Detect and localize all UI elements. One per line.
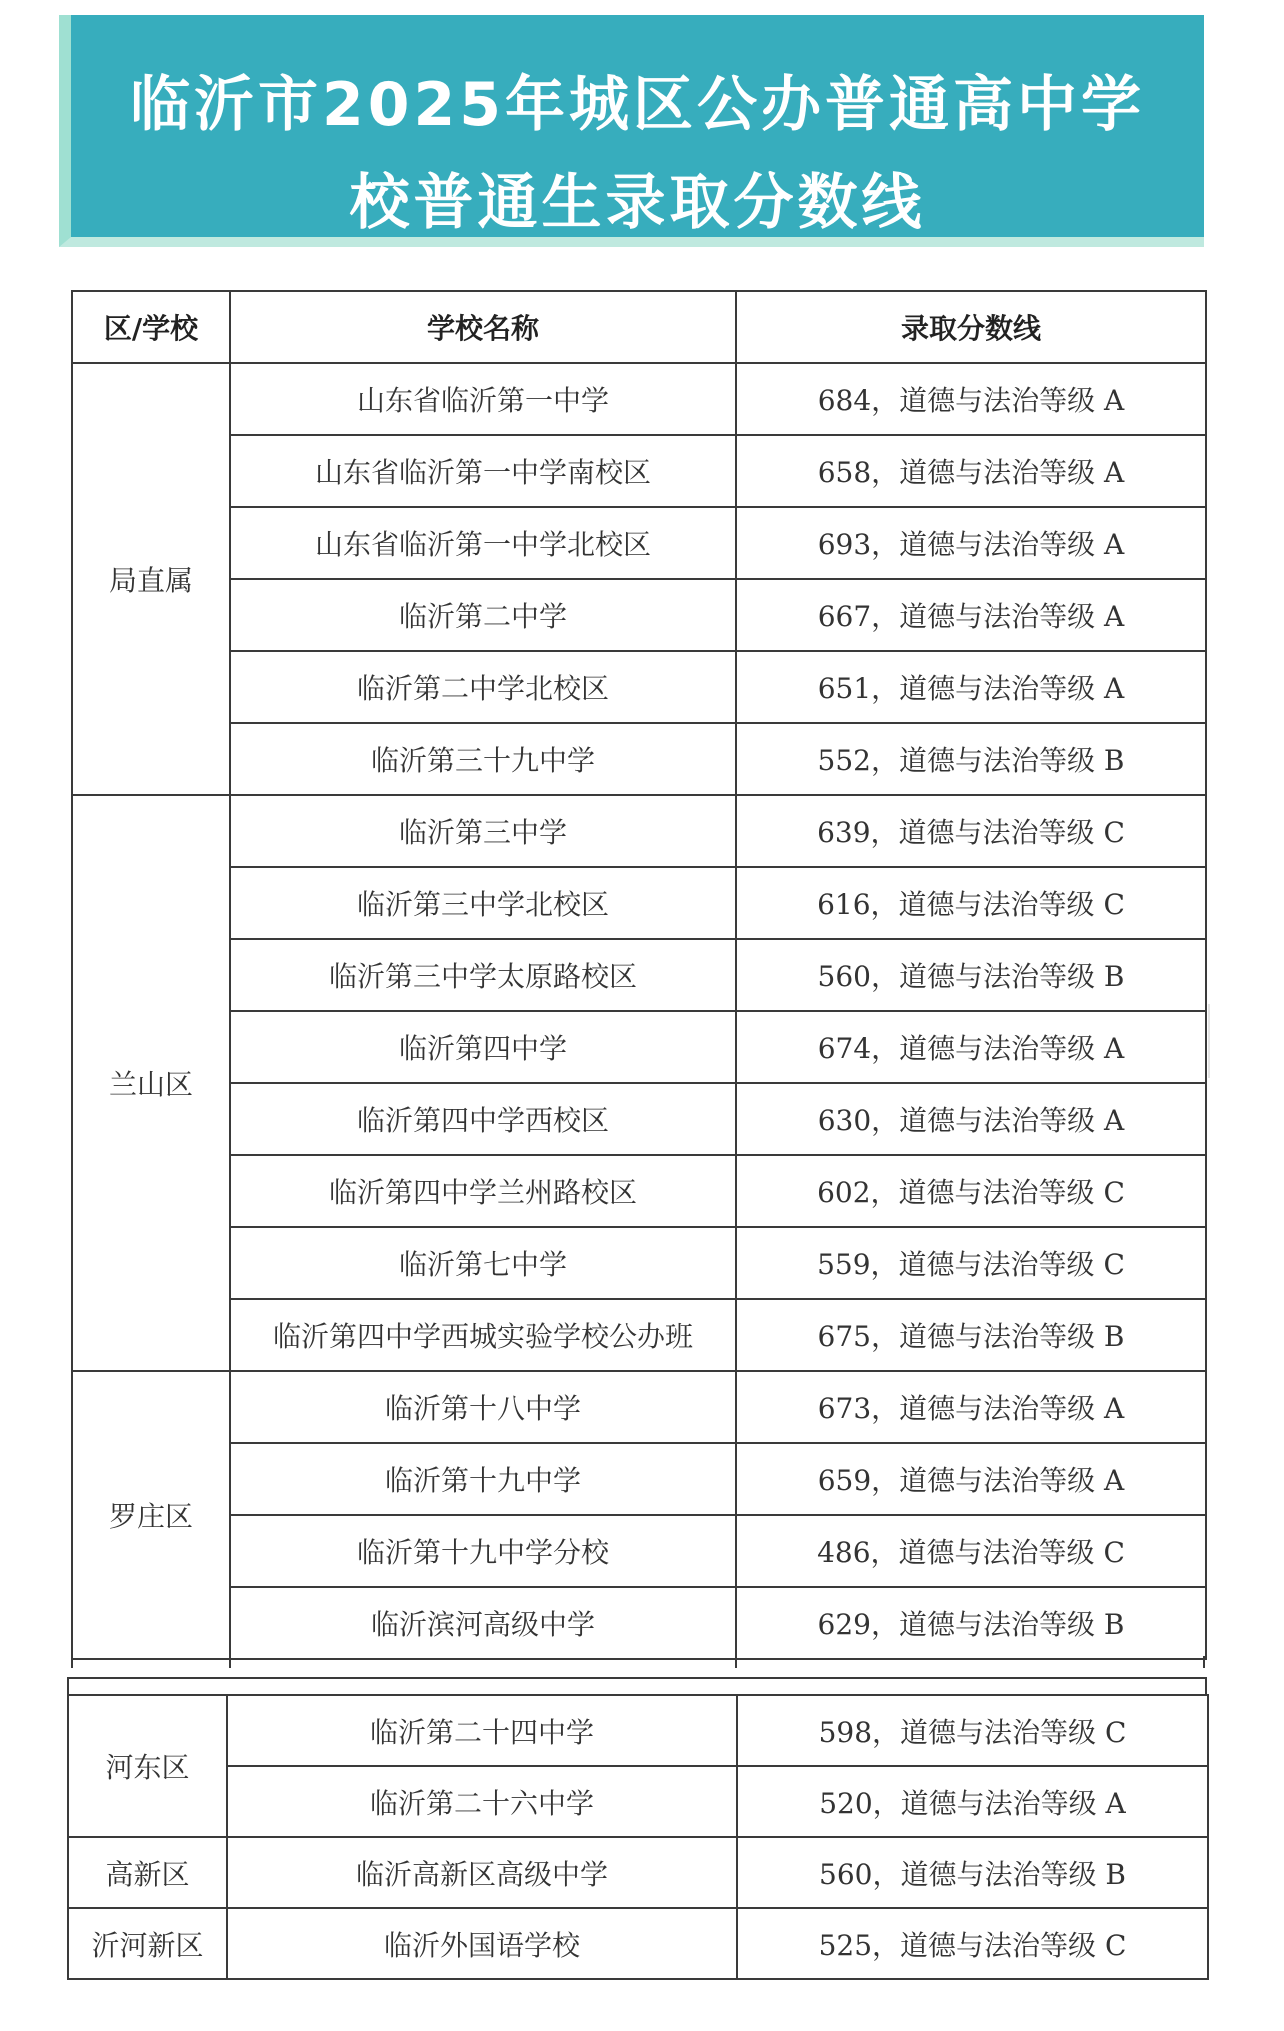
table-row [72,507,1206,579]
score-cell: 629，道德与法治等级 B [736,1587,1206,1659]
school-name-cell: 临沂第二十六中学 [227,1766,737,1837]
table-row [72,1515,1206,1587]
score-cell: 602，道德与法治等级 C [736,1155,1206,1227]
score-cell: 639，道德与法治等级 C [736,795,1206,867]
table-break-divider [735,1656,737,1668]
score-cell: 673，道德与法治等级 A [736,1371,1206,1443]
school-name-cell: 山东省临沂第一中学 [230,363,736,435]
school-name-cell: 临沂第七中学 [230,1227,736,1299]
school-name-cell: 临沂第四中学兰州路校区 [230,1155,736,1227]
school-name-cell: 临沂第四中学 [230,1011,736,1083]
table-row [72,651,1206,723]
table-break-divider [229,1656,231,1668]
header-district: 区/学校 [72,291,230,363]
score-cell: 659，道德与法治等级 A [736,1443,1206,1515]
page-edge-mark [1208,1004,1220,1078]
table-row [68,1837,1208,1908]
score-cell: 559，道德与法治等级 C [736,1227,1206,1299]
district-cell: 兰山区 [72,795,230,1371]
district-cell: 罗庄区 [72,1371,230,1659]
score-cell: 525，道德与法治等级 C [737,1908,1208,1979]
table-row [72,363,1206,435]
school-name-cell: 临沂第四中学西城实验学校公办班 [230,1299,736,1371]
district-cell: 沂河新区 [68,1908,227,1979]
table-row [72,723,1206,795]
school-name-cell: 山东省临沂第一中学南校区 [230,435,736,507]
school-name-cell: 临沂外国语学校 [227,1908,737,1979]
table-row [72,1371,1206,1443]
score-table-part-2 [67,1694,1207,1980]
score-cell: 658，道德与法治等级 A [736,435,1206,507]
header-school-name: 学校名称 [230,291,736,363]
district-cell: 高新区 [68,1837,227,1908]
table-break-top-edge [71,1656,1205,1668]
school-name-cell: 临沂第十九中学分校 [230,1515,736,1587]
score-cell: 598，道德与法治等级 C [737,1695,1208,1766]
page-title-line-1: 临沂市2025年城区公办普通高中学 [130,70,1145,140]
school-name-cell: 临沂第十八中学 [230,1371,736,1443]
table-row [72,795,1206,867]
table-break-bottom-edge [67,1677,1207,1695]
score-cell: 552，道德与法治等级 B [736,723,1206,795]
table-row [72,939,1206,1011]
table-row [68,1908,1208,1979]
score-cell: 520，道德与法治等级 A [737,1766,1208,1837]
school-name-cell: 临沂第三十九中学 [230,723,736,795]
table-row [72,1155,1206,1227]
table-row [72,435,1206,507]
school-name-cell: 临沂第十九中学 [230,1443,736,1515]
table-header-row [72,291,1206,363]
score-table-part-1 [71,290,1205,1660]
score-cell: 651，道德与法治等级 A [736,651,1206,723]
title-banner [59,15,1204,247]
school-name-cell: 山东省临沂第一中学北校区 [230,507,736,579]
school-name-cell: 临沂第三中学北校区 [230,867,736,939]
school-name-cell: 临沂第二中学北校区 [230,651,736,723]
table-row [68,1766,1208,1837]
score-cell: 616，道德与法治等级 C [736,867,1206,939]
score-cell: 630，道德与法治等级 A [736,1083,1206,1155]
header-score: 录取分数线 [736,291,1206,363]
school-name-cell: 临沂第三中学太原路校区 [230,939,736,1011]
table-row [72,1587,1206,1659]
score-cell: 560，道德与法治等级 B [737,1837,1208,1908]
score-cell: 560，道德与法治等级 B [736,939,1206,1011]
table-row [72,1083,1206,1155]
table-row [72,867,1206,939]
table-row [72,579,1206,651]
school-name-cell: 临沂高新区高级中学 [227,1837,737,1908]
score-cell: 675，道德与法治等级 B [736,1299,1206,1371]
score-cell: 486，道德与法治等级 C [736,1515,1206,1587]
table-row [68,1695,1208,1766]
school-name-cell: 临沂第二中学 [230,579,736,651]
page-title-line-2: 校普通生录取分数线 [349,168,926,238]
school-name-cell: 临沂第二十四中学 [227,1695,737,1766]
table-row [72,1227,1206,1299]
school-name-cell: 临沂第四中学西校区 [230,1083,736,1155]
score-cell: 674，道德与法治等级 A [736,1011,1206,1083]
school-name-cell: 临沂第三中学 [230,795,736,867]
score-cell: 684，道德与法治等级 A [736,363,1206,435]
table-row [72,1443,1206,1515]
district-cell: 局直属 [72,363,230,795]
score-cell: 667，道德与法治等级 A [736,579,1206,651]
score-cell: 693，道德与法治等级 A [736,507,1206,579]
table-row [72,1299,1206,1371]
school-name-cell: 临沂滨河高级中学 [230,1587,736,1659]
table-row [72,1011,1206,1083]
district-cell: 河东区 [68,1695,227,1837]
